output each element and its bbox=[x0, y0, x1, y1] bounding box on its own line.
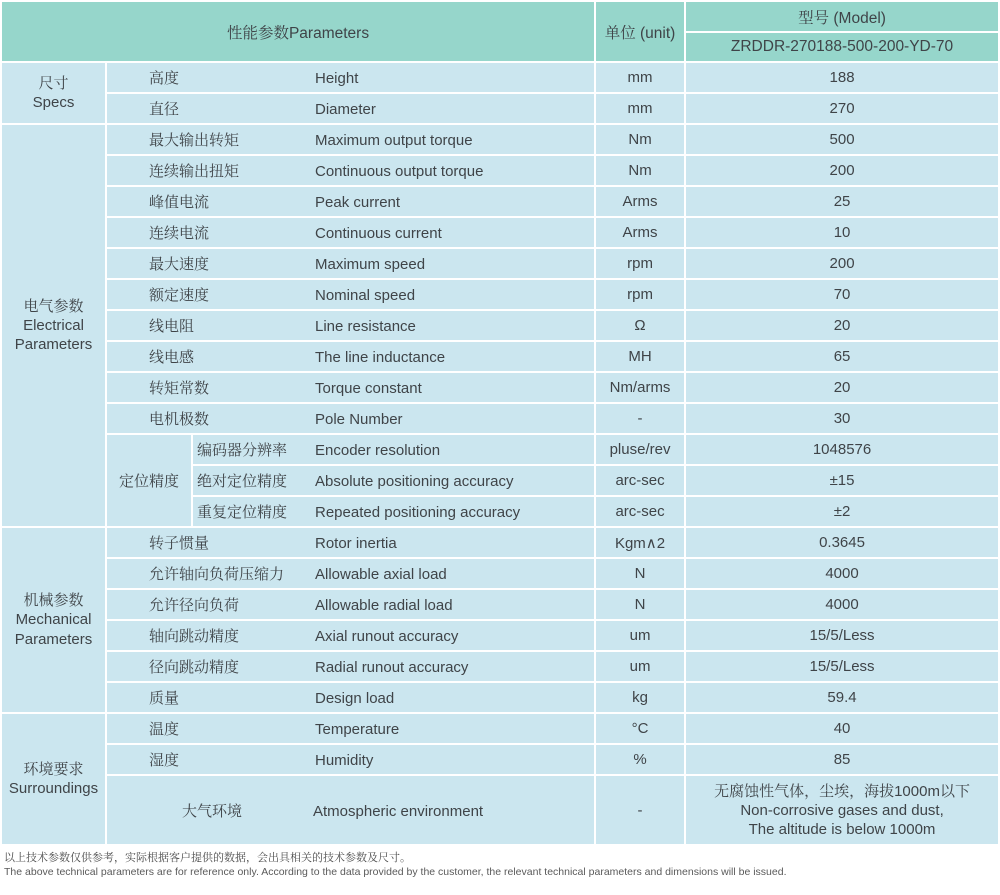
unit-cell: N bbox=[596, 559, 684, 588]
param-name-cell bbox=[107, 652, 594, 681]
param-label-zh: 允许径向负荷 bbox=[149, 597, 240, 614]
section-label-zh: 电气参数 bbox=[23, 297, 84, 315]
atmosphere-value-line: Non-corrosive gases and dust, bbox=[740, 801, 944, 819]
param-label-en: Peak current bbox=[315, 194, 401, 211]
param-name-cell bbox=[107, 621, 594, 650]
param-label-en: Temperature bbox=[315, 721, 400, 738]
param-name-cell bbox=[107, 218, 594, 247]
param-name-cell bbox=[107, 311, 594, 340]
value-cell: 40 bbox=[686, 714, 998, 743]
table-row bbox=[2, 621, 998, 650]
param-label-en: Axial runout accuracy bbox=[315, 628, 459, 645]
table-row bbox=[2, 776, 998, 844]
param-label-zh: 允许轴向负荷压缩力 bbox=[149, 566, 285, 583]
value-cell: 59.4 bbox=[686, 683, 998, 712]
table-row bbox=[2, 528, 998, 557]
value-cell: ±2 bbox=[686, 497, 998, 526]
table-row bbox=[2, 249, 998, 278]
unit-cell: Nm/arms bbox=[596, 373, 684, 402]
value-cell: 20 bbox=[686, 373, 998, 402]
param-label-zh: 峰值电流 bbox=[149, 194, 210, 211]
table-row bbox=[2, 156, 998, 185]
value-cell: 1048576 bbox=[686, 435, 998, 464]
param-name-cell bbox=[193, 466, 594, 495]
header-model-value: ZRDDR-270188-500-200-YD-70 bbox=[686, 33, 998, 61]
param-label-en: Radial runout accuracy bbox=[315, 659, 469, 676]
table-header bbox=[2, 2, 998, 61]
unit-cell: rpm bbox=[596, 280, 684, 309]
param-label-zh: 线电感 bbox=[149, 349, 195, 366]
param-label-en: Allowable axial load bbox=[315, 566, 447, 583]
param-label-zh: 温度 bbox=[149, 721, 180, 738]
unit-cell: Ω bbox=[596, 311, 684, 340]
param-label-en: The line inductance bbox=[315, 349, 446, 366]
param-name-cell bbox=[107, 342, 594, 371]
param-name-cell bbox=[107, 156, 594, 185]
param-label-en: Allowable radial load bbox=[315, 597, 453, 614]
unit-cell: pluse/rev bbox=[596, 435, 684, 464]
param-name-cell bbox=[107, 404, 594, 433]
value-cell: 20 bbox=[686, 311, 998, 340]
param-label-zh: 重复定位精度 bbox=[197, 504, 288, 521]
unit-cell: Kgm∧2 bbox=[596, 528, 684, 557]
param-name-cell bbox=[107, 745, 594, 774]
param-label-en: Rotor inertia bbox=[315, 535, 397, 552]
section-surroundings bbox=[2, 714, 105, 844]
table-row bbox=[2, 652, 998, 681]
param-label-zh: 最大速度 bbox=[149, 256, 210, 273]
param-label-zh: 绝对定位精度 bbox=[197, 473, 288, 490]
param-name-cell bbox=[107, 63, 594, 92]
param-label-en: Continuous output torque bbox=[315, 163, 484, 180]
param-name-cell bbox=[107, 528, 594, 557]
table-row bbox=[2, 125, 998, 154]
footnotes bbox=[0, 846, 1000, 879]
param-label-en: Diameter bbox=[315, 101, 376, 118]
table-row bbox=[2, 373, 998, 402]
value-cell: 15/5/Less bbox=[686, 621, 998, 650]
value-cell: ±15 bbox=[686, 466, 998, 495]
param-label-en: Humidity bbox=[315, 752, 374, 769]
header-model-label: 型号 (Model) bbox=[686, 2, 998, 31]
param-label-en: Maximum output torque bbox=[315, 132, 473, 149]
param-name-cell bbox=[107, 94, 594, 123]
value-cell: 0.3645 bbox=[686, 528, 998, 557]
value-cell: 270 bbox=[686, 94, 998, 123]
param-label-en: Line resistance bbox=[315, 318, 416, 335]
param-label-zh: 径向跳动精度 bbox=[149, 659, 240, 676]
table-row bbox=[2, 63, 998, 92]
table-row bbox=[2, 745, 998, 774]
param-name-cell bbox=[107, 776, 594, 844]
param-label-zh: 线电阻 bbox=[149, 318, 195, 335]
param-label-zh: 连续输出扭矩 bbox=[149, 163, 240, 180]
footnote-zh: 以上技术参数仅供参考，实际根据客户提供的数据，会出具相关的技术参数及尺寸。 bbox=[4, 852, 411, 864]
table-row bbox=[2, 187, 998, 216]
section-mechanical bbox=[2, 528, 105, 712]
param-label-zh: 大气环境 bbox=[181, 802, 242, 820]
section-specs bbox=[2, 63, 105, 123]
param-label-zh: 高度 bbox=[149, 70, 180, 87]
param-label-zh: 最大输出转矩 bbox=[149, 132, 240, 149]
unit-cell: um bbox=[596, 621, 684, 650]
value-cell bbox=[686, 776, 998, 844]
atmosphere-value-line: The altitude is below 1000m bbox=[748, 820, 936, 838]
param-label-zh: 质量 bbox=[149, 690, 180, 707]
section-label-en: Electrical Parameters bbox=[14, 316, 93, 354]
unit-cell: Nm bbox=[596, 156, 684, 185]
atmosphere-value-line: 无腐蚀性气体，尘埃，海拔1000m以下 bbox=[714, 782, 970, 800]
param-label-en: Atmospheric environment bbox=[313, 802, 484, 820]
table-row bbox=[2, 218, 998, 247]
value-cell: 10 bbox=[686, 218, 998, 247]
param-name-cell bbox=[107, 187, 594, 216]
param-label-zh: 连续电流 bbox=[149, 225, 210, 242]
unit-cell: MH bbox=[596, 342, 684, 371]
unit-cell: % bbox=[596, 745, 684, 774]
param-label-zh: 直径 bbox=[149, 101, 180, 118]
unit-cell: Arms bbox=[596, 187, 684, 216]
value-cell: 85 bbox=[686, 745, 998, 774]
unit-cell: kg bbox=[596, 683, 684, 712]
value-cell: 500 bbox=[686, 125, 998, 154]
table-row bbox=[2, 404, 998, 433]
value-cell: 70 bbox=[686, 280, 998, 309]
unit-cell: um bbox=[596, 652, 684, 681]
param-label-en: Pole Number bbox=[315, 411, 403, 428]
section-label-zh: 环境要求 bbox=[23, 760, 84, 778]
param-name-cell bbox=[193, 497, 594, 526]
table-row bbox=[2, 280, 998, 309]
section-label-en: Mechanical Parameters bbox=[14, 611, 93, 648]
table-row bbox=[2, 342, 998, 371]
header-unit: 单位 (unit) bbox=[596, 2, 684, 61]
param-name-cell bbox=[193, 435, 594, 464]
param-name-cell bbox=[107, 590, 594, 619]
param-label-zh: 转子惯量 bbox=[149, 535, 210, 552]
value-cell: 15/5/Less bbox=[686, 652, 998, 681]
value-cell: 30 bbox=[686, 404, 998, 433]
table-row bbox=[2, 435, 998, 464]
header-parameters: 性能参数Parameters bbox=[2, 2, 594, 61]
value-cell: 200 bbox=[686, 249, 998, 278]
param-label-zh: 编码器分辨率 bbox=[197, 442, 288, 459]
table-row bbox=[2, 311, 998, 340]
param-label-en: Design load bbox=[315, 690, 395, 707]
param-label-en: Height bbox=[315, 70, 359, 87]
section-label-zh: 机械参数 bbox=[23, 592, 84, 610]
value-cell: 4000 bbox=[686, 590, 998, 619]
section-label-en: Surroundings bbox=[8, 780, 99, 797]
table-row bbox=[2, 559, 998, 588]
section-electrical bbox=[2, 125, 105, 526]
param-name-cell bbox=[107, 559, 594, 588]
param-label-en: Absolute positioning accuracy bbox=[315, 473, 514, 490]
value-cell: 188 bbox=[686, 63, 998, 92]
unit-cell: °C bbox=[596, 714, 684, 743]
unit-cell: - bbox=[596, 776, 684, 844]
param-label-zh: 转矩常数 bbox=[149, 380, 210, 397]
unit-cell: arc-sec bbox=[596, 497, 684, 526]
param-label-zh: 湿度 bbox=[149, 752, 180, 769]
footnote-en: The above technical parameters are for reference only. According to the data provided by the customer, the relevant technical parameters and dimensions will be issued. bbox=[4, 866, 787, 878]
unit-cell: rpm bbox=[596, 249, 684, 278]
unit-cell: N bbox=[596, 590, 684, 619]
param-label-zh: 额定速度 bbox=[149, 287, 210, 304]
table-row bbox=[2, 94, 998, 123]
section-label-en: Specs bbox=[32, 94, 75, 111]
param-label-en: Nominal speed bbox=[315, 287, 416, 304]
unit-cell: mm bbox=[596, 94, 684, 123]
param-name-cell bbox=[107, 249, 594, 278]
param-label-en: Continuous current bbox=[315, 225, 442, 242]
param-label-zh: 轴向跳动精度 bbox=[149, 628, 240, 645]
param-name-cell bbox=[107, 125, 594, 154]
unit-cell: - bbox=[596, 404, 684, 433]
subsection-positioning-accuracy: 定位精度 bbox=[107, 435, 191, 526]
header-row-1 bbox=[2, 2, 998, 31]
param-name-cell bbox=[107, 280, 594, 309]
unit-cell: Nm bbox=[596, 125, 684, 154]
table-row bbox=[2, 590, 998, 619]
param-label-en: Encoder resolution bbox=[315, 442, 441, 459]
param-label-zh: 电机极数 bbox=[149, 411, 210, 428]
param-name-cell bbox=[107, 373, 594, 402]
value-cell: 65 bbox=[686, 342, 998, 371]
section-label-zh: 尺寸 bbox=[38, 74, 69, 92]
param-name-cell bbox=[107, 683, 594, 712]
param-label-en: Maximum speed bbox=[315, 256, 426, 273]
unit-cell: Arms bbox=[596, 218, 684, 247]
table-row bbox=[2, 714, 998, 743]
value-cell: 25 bbox=[686, 187, 998, 216]
param-label-en: Torque constant bbox=[315, 380, 422, 397]
unit-cell: arc-sec bbox=[596, 466, 684, 495]
table-row bbox=[2, 683, 998, 712]
value-cell: 4000 bbox=[686, 559, 998, 588]
param-label-en: Repeated positioning accuracy bbox=[315, 504, 521, 521]
value-cell: 200 bbox=[686, 156, 998, 185]
unit-cell: mm bbox=[596, 63, 684, 92]
param-name-cell bbox=[107, 714, 594, 743]
